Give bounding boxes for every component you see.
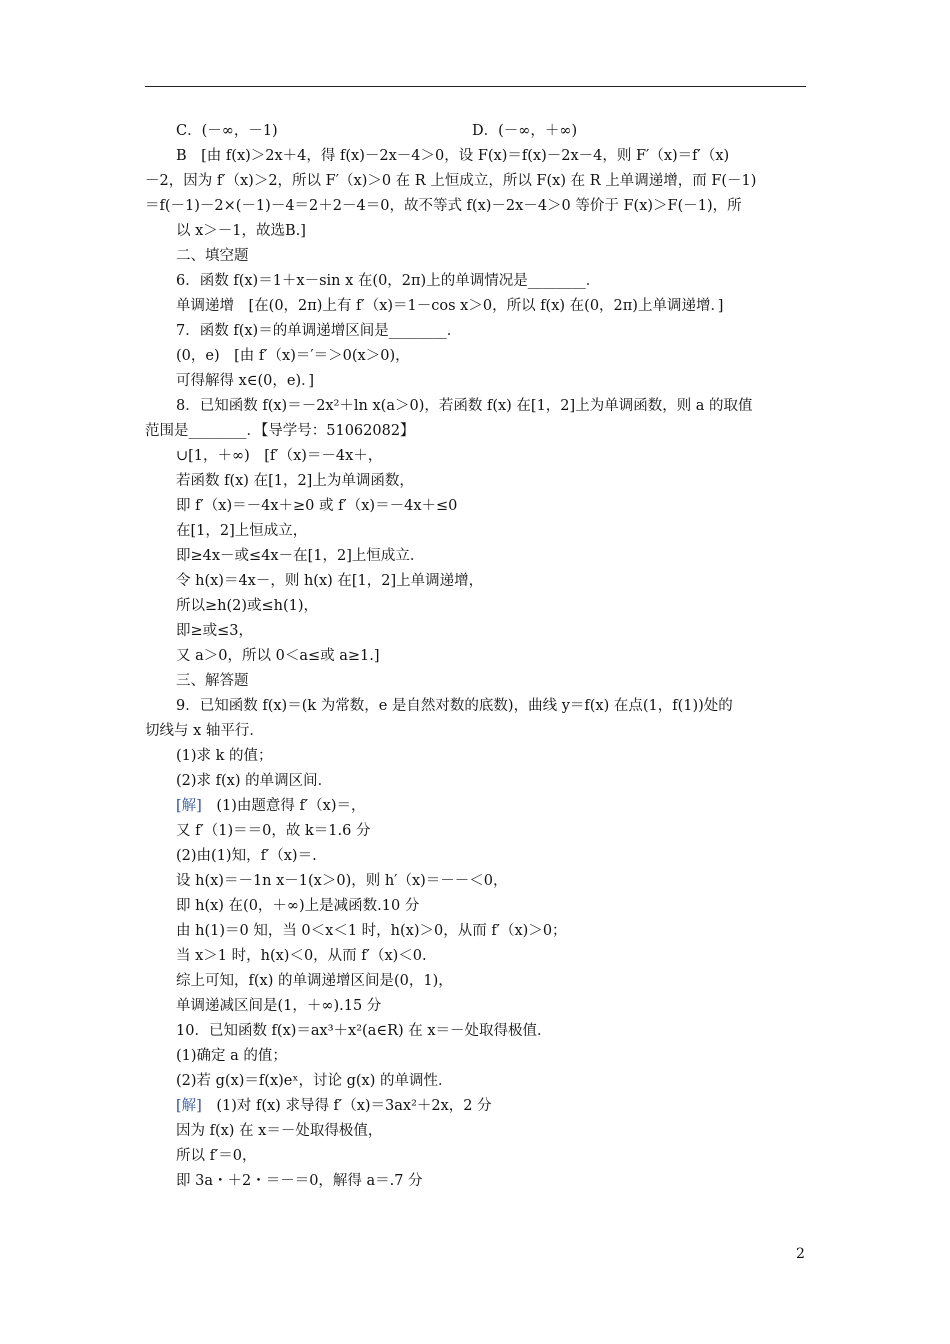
section-heading-solve: 三、解答题: [176, 673, 249, 689]
section-heading-fill: 二、填空题: [176, 248, 249, 264]
solution-9-line: 又 f′（1)＝＝0，故 k＝1.6 分: [176, 823, 371, 839]
question-10-line: (2)若 g(x)＝f(x)eˣ，讨论 g(x) 的单调性．: [176, 1073, 453, 1089]
question-9-line: 切线与 x 轴平行．: [145, 723, 264, 739]
question-7: 7．函数 f(x)＝的单调递增区间是________．: [176, 323, 462, 339]
solution-10-line: 即 3a・＋2・＝－＝0，解得 a＝.7 分: [176, 1173, 423, 1189]
question-8-line: 范围是________．【导学号：51062082】: [145, 423, 415, 439]
answer-8-line: 所以≥h(2)或≤h(1)，: [176, 598, 319, 614]
question-9-line: 9．已知函数 f(x)＝(k 为常数，e 是自然对数的底数)，曲线 y＝f(x) 在点(1，f(1))处的: [176, 698, 733, 714]
question-6: 6．函数 f(x)＝1＋x－sin x 在(0，2π)上的单调情况是________．: [176, 273, 601, 289]
question-8-line: 8．已知函数 f(x)＝－2x²＋ln x(a＞0)，若函数 f(x) 在[1，2]上为单调函数，则 a 的取值: [176, 398, 753, 414]
option-c: C．(－∞，－1): [176, 123, 278, 139]
answer-8-line: 若函数 f(x) 在[1，2]上为单调函数，: [176, 473, 414, 489]
answer-b-line: 以 x＞－1，故选B.]: [176, 223, 306, 239]
answer-8-line: 又 a＞0，所以 0＜a≤或 a≥1.]: [176, 648, 380, 664]
solution-9-text: (1)由题意得 f′（x)＝，: [216, 798, 366, 814]
solution-10-line: 所以 f′＝0，: [176, 1148, 257, 1164]
answer-7-line: (0，e) [由 f′（x)＝′＝＞0(x＞0)，: [176, 348, 410, 364]
solution-9-line: 设 h(x)＝－1n x－1(x＞0)，则 h′（x)＝－－＜0，: [176, 873, 508, 889]
answer-b-line: B [由 f(x)＞2x＋4，得 f(x)－2x－4＞0，设 F(x)＝f(x)－2x－4，则 F′（x)＝f′（x): [176, 148, 730, 164]
solution-9-line: [145, 794, 808, 819]
question-9-line: (1)求 k 的值；: [176, 748, 273, 764]
question-9-line: (2)求 f(x) 的单调区间．: [176, 773, 333, 789]
solution-10-line: [145, 1094, 808, 1119]
document-body: [145, 119, 808, 1194]
solution-10-line: 因为 f(x) 在 x＝－处取得极值，: [176, 1123, 383, 1139]
answer-8-line: 即≥或≤3，: [176, 623, 254, 639]
header-rule: [145, 86, 806, 87]
question-10-line: (1)确定 a 的值；: [176, 1048, 287, 1064]
solution-mark: [解]: [176, 1098, 202, 1114]
solution-9-line: 综上可知，f(x) 的单调递增区间是(0，1)，: [176, 973, 453, 989]
solution-9-line: (2)由(1)知，f′（x)＝.: [176, 848, 317, 864]
question-10-line: 10．已知函数 f(x)＝ax³＋x²(a∈R) 在 x＝－处取得极值．: [176, 1023, 552, 1039]
answer-7-line: 可得解得 x∈(0，e)．]: [176, 373, 315, 389]
answer-8-line: ∪[1，＋∞) [f′（x)＝－4x＋，: [176, 448, 383, 464]
answer-8-line: 即≥4x－或≤4x－在[1，2]上恒成立．: [176, 548, 425, 564]
solution-9-line: 当 x＞1 时，h(x)＜0，从而 f′（x)＜0.: [176, 948, 427, 964]
solution-9-line: 单调递减区间是(1，＋∞).15 分: [176, 998, 382, 1014]
solution-9-line: 由 h(1)＝0 知，当 0＜x＜1 时，h(x)＞0，从而 f′（x)＞0；: [176, 923, 567, 939]
option-d: D．(－∞，＋∞): [472, 123, 578, 139]
solution-10-text: (1)对 f(x) 求导得 f′（x)＝3ax²＋2x，2 分: [216, 1098, 492, 1114]
solution-mark: [解]: [176, 798, 202, 814]
page-number: 2: [796, 1246, 805, 1262]
answer-8-line: 即 f′（x)＝－4x＋≥0 或 f′（x)＝－4x＋≤0: [176, 498, 458, 514]
answer-8-line: 令 h(x)＝4x－，则 h(x) 在[1，2]上单调递增，: [176, 573, 484, 589]
answer-6: 单调递增 [在(0，2π)上有 f′（x)＝1－cos x＞0，所以 f(x) 在(0，2π)上单调递增．]: [176, 298, 724, 314]
answer-8-line: 在[1，2]上恒成立，: [176, 523, 308, 539]
solution-9-line: 即 h(x) 在(0，＋∞)上是减函数.10 分: [176, 898, 420, 914]
answer-b-line: ＝f(－1)－2×(－1)－4＝2＋2－4＝0，故不等式 f(x)－2x－4＞0 等价于 F(x)＞F(－1)，所: [145, 198, 742, 214]
options-row: [145, 119, 808, 144]
answer-b-line: －2，因为 f′（x)＞2，所以 F′（x)＞0 在 R 上恒成立，所以 F(x) 在 R 上单调递增，而 F(－1): [145, 173, 757, 189]
